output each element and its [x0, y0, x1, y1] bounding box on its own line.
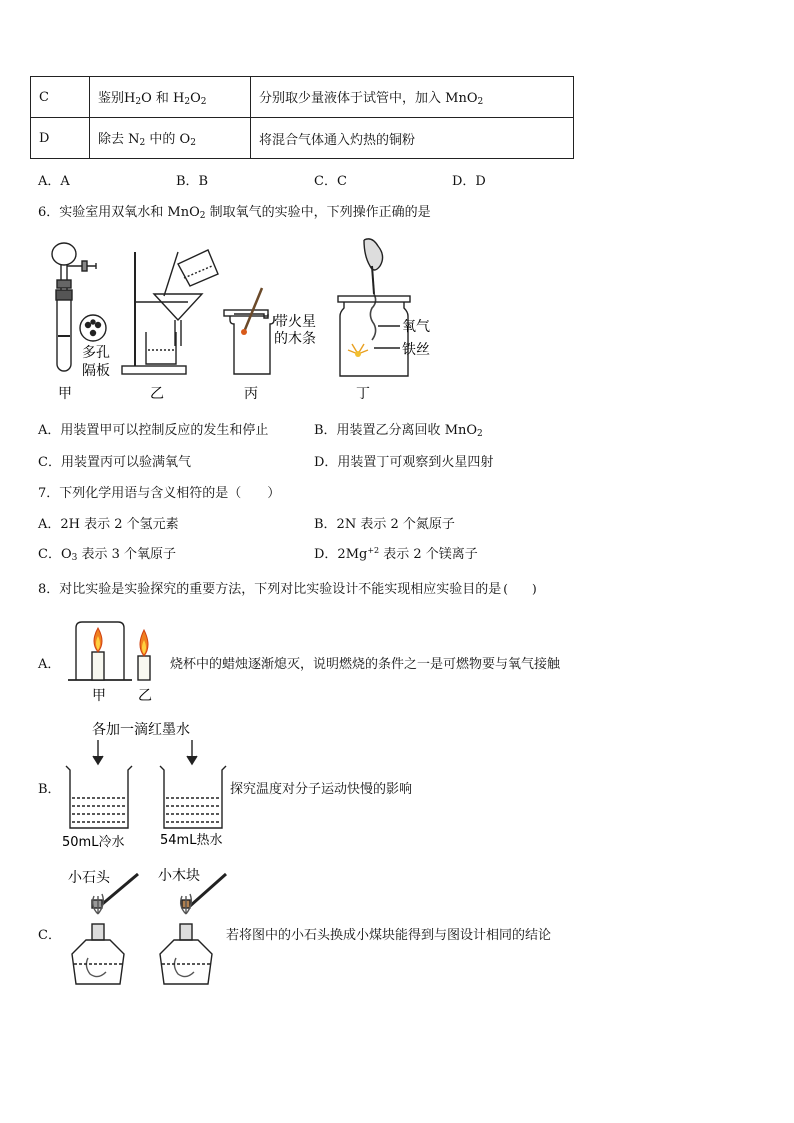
q6-apparatus-yi [118, 244, 218, 402]
q7-stem: 7．下列化学用语与含义相符的是（ ） [38, 486, 281, 501]
label-stick-2: 的木条 [274, 331, 316, 347]
label-porous-2: 隔板 [82, 363, 110, 379]
q6-option-a[interactable]: A．用装置甲可以控制反应的发生和停止 [38, 423, 269, 438]
glass-plate [338, 296, 410, 302]
label-stone: 小石头 [68, 870, 110, 886]
stopcock-icon [57, 280, 71, 288]
tongs-hand-icon [364, 239, 383, 270]
row-purpose: 鉴别$H_2O$ 和 $H_2O_2$ [90, 77, 251, 118]
porous-plate-icon [80, 315, 106, 341]
q8-option-c-letter[interactable]: C． [38, 928, 61, 943]
q8-stem: 8．对比实验是实验探究的重要方法，下列对比实验设计不能实现相应实验目的是 ( ) [38, 582, 537, 597]
q5-option-d[interactable]: D．D [452, 174, 486, 189]
filter-funnel-icon [154, 294, 202, 320]
candle-icon [92, 652, 104, 680]
gas-bottle-icon [340, 302, 408, 376]
q8-figure-b [58, 720, 228, 850]
q8-figure-c [66, 866, 230, 998]
label-jia: 甲 [58, 386, 72, 402]
q7-option-d[interactable]: D．$2Mg^{+2}$ 表示 2 个镁离子 [314, 546, 478, 562]
q8-option-c-text: 若将图中的小石头换成小煤块能得到与图设计相同的结论 [226, 928, 552, 943]
q6-option-b[interactable]: B．用装置乙分离回收 MnO$_2$ [314, 423, 483, 439]
q7-option-a[interactable]: A．2H 表示 2 个氢元素 [38, 517, 179, 532]
row-letter: D [31, 118, 90, 159]
alcohol-lamp-icon [160, 940, 212, 984]
glass-plate [224, 310, 268, 316]
row-method: 将混合气体通入灼热的铜粉 [251, 118, 574, 159]
label-yi: 乙 [138, 688, 152, 704]
row-letter: C [31, 77, 90, 118]
q5-option-b[interactable]: B．B [176, 174, 209, 189]
q8-option-b-letter[interactable]: B． [38, 782, 61, 797]
label-oxygen: 氧气 [402, 319, 430, 335]
iron-wire-icon [370, 294, 375, 340]
pouring-beaker-icon [178, 250, 218, 286]
table-row [31, 118, 574, 159]
label-yi: 乙 [150, 386, 164, 402]
q7-option-b[interactable]: B．2N 表示 2 个氮原子 [314, 517, 455, 532]
q8-option-a-letter[interactable]: A． [38, 657, 61, 672]
label-hot-water: 54mL热水 [160, 833, 223, 848]
label-ding: 丁 [356, 386, 370, 402]
q6-stem: 6．实验室用双氧水和 MnO$_2$ 制取氧气的实验中，下列操作正确的是 [38, 205, 431, 221]
q8-option-a-text: 烧杯中的蜡烛逐渐熄灭，说明燃烧的条件之一是可燃物要与氧气接触 [170, 657, 561, 672]
funnel-bulb [52, 243, 76, 265]
q8-option-b-text: 探究温度对分子运动快慢的影响 [230, 782, 413, 797]
candle-icon [138, 656, 150, 680]
label-porous-1: 多孔 [82, 345, 110, 361]
q5-option-a[interactable]: A．A [38, 174, 70, 189]
stand-base [122, 366, 186, 374]
table-row [31, 77, 574, 118]
label-wood: 小木块 [158, 868, 200, 884]
row-method: 分别取少量液体于试管中，加入 MnO$_2$ [251, 77, 574, 118]
label-jia: 甲 [92, 688, 106, 704]
q6-option-d[interactable]: D．用装置丁可观察到火星四射 [314, 455, 494, 470]
spark-icon [355, 351, 361, 357]
beaker-icon [160, 766, 226, 828]
beaker-icon [146, 332, 176, 364]
q6-apparatus-bing [222, 284, 332, 402]
label-wire: 铁丝 [402, 342, 430, 358]
label-bing: 丙 [244, 386, 258, 402]
q7-option-c[interactable]: C．$O_3$ 表示 3 个氧原子 [38, 547, 177, 563]
stopper [56, 290, 72, 300]
gas-bottle-icon [230, 316, 274, 374]
row-purpose: 除去 $N_2$ 中的 $O_2$ [90, 118, 251, 159]
beaker-icon [66, 766, 132, 828]
q8-figure-a [68, 620, 168, 704]
q6-apparatus-ding [334, 236, 444, 402]
q6-option-c[interactable]: C．用装置丙可以验满氧气 [38, 455, 191, 470]
q5-option-table [30, 76, 574, 159]
label-stick-1: 带火星 [274, 314, 316, 330]
q5-option-c[interactable]: C．C [314, 174, 347, 189]
q6-apparatus-jia [40, 236, 120, 402]
label-top: 各加一滴红墨水 [92, 722, 190, 738]
label-cold-water: 50mL冷水 [62, 835, 125, 850]
alcohol-lamp-icon [72, 940, 124, 984]
